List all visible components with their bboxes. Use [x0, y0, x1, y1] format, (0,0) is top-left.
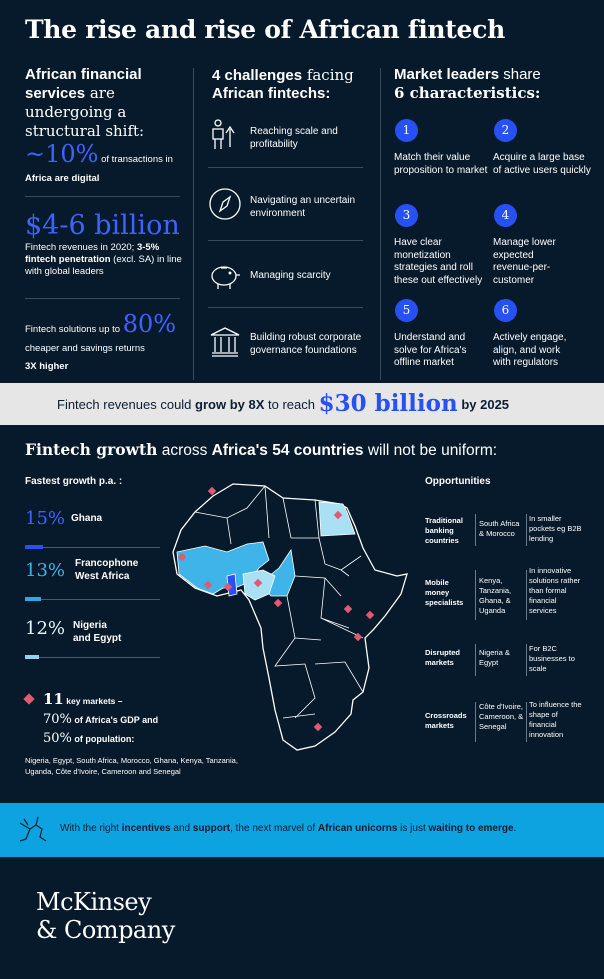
rate-name [73, 619, 121, 645]
col2-heading-bold: 4 challenges [212, 67, 303, 84]
opportunity-text: For B2C businesses to scale [529, 644, 575, 673]
projection-banner [0, 383, 604, 425]
institution-icon [208, 325, 242, 359]
opportunity-countries: South Africa & Morocco [479, 519, 520, 538]
rate-name-line: Francophone [75, 558, 139, 569]
rate-bar-fill [25, 545, 43, 549]
characteristic-label: Match their value proposition to market [394, 152, 488, 176]
characteristic-label: Have clear monetization strategies and roll these out effectively [394, 237, 483, 286]
growth-title-part: Africa's 54 countries [211, 442, 364, 459]
characteristic-number: 5 [395, 299, 418, 322]
opportunity-text: In smaller pockets eg B2B lending [529, 514, 582, 543]
characteristic-number: 6 [494, 299, 517, 322]
stat-digital-transactions [25, 140, 185, 186]
characteristic-label: Acquire a large base of active users quickly [493, 152, 591, 176]
rate-value: 15% [25, 508, 66, 529]
growth-title-part: Fintech growth [25, 440, 158, 459]
key-markets-label: key markets – [63, 696, 123, 706]
opportunities-heading: Opportunities [425, 476, 491, 487]
divider [208, 240, 363, 241]
unicorn-banner [0, 803, 604, 857]
stat-text-part: 3-5% fintech penetration [25, 242, 160, 265]
region-egypt [319, 502, 355, 536]
stat-text: 3X higher [25, 361, 69, 372]
rate-value: 13% [25, 560, 66, 581]
characteristic-number: 2 [494, 119, 517, 142]
africa-map [165, 478, 415, 778]
rate-name-line: and Egypt [73, 633, 122, 644]
rate-track [25, 599, 160, 600]
characteristic-number: 4 [494, 204, 517, 227]
stat-text-part: (excl. SA) in line with global leaders [25, 254, 182, 277]
opportunity-countries: Nigeria & Egypt [479, 648, 510, 667]
key-markets-list: Nigeria, Egypt, South Africa, Morocco, Ghana, Kenya, Tanzania, Uganda, Côte d'Ivoire, Cameroon and Senegal [25, 756, 238, 776]
strip-text: . [513, 823, 517, 834]
stat-text-part: Fintech revenues in 2020; [25, 242, 137, 253]
rate-track [25, 547, 160, 548]
piggy-bank-icon [208, 258, 242, 292]
rate-bar-fill [25, 597, 41, 601]
population-label: of population: [71, 734, 135, 744]
rate-name-line: Ghana [71, 513, 103, 524]
divider [25, 196, 180, 197]
growth-rate-ghana [25, 508, 160, 548]
col3-heading-rest: 6 characteristics: [394, 84, 541, 102]
col3-heading-bold: Market leaders [394, 66, 500, 83]
gdp-share: 70% [43, 712, 72, 727]
opportunity-type: Crossroads markets [425, 711, 467, 730]
col2-heading-rest: facing [302, 66, 354, 84]
col1-heading [25, 66, 185, 141]
stat-fintech-revenues [25, 210, 190, 278]
mckinsey-logo [36, 888, 175, 944]
challenge-item [208, 187, 366, 237]
rate-track [25, 657, 160, 658]
challenge-label: Reaching scale and profitability [250, 126, 338, 150]
table-separator [526, 702, 527, 742]
challenge-label: Navigating an uncertain environment [250, 195, 356, 219]
col3-heading [394, 66, 584, 103]
challenge-item [208, 258, 366, 308]
challenge-item [208, 325, 366, 375]
characteristic-number: 3 [395, 204, 418, 227]
growth-title-part: across [157, 442, 212, 459]
table-separator [475, 702, 476, 742]
divider [208, 167, 363, 168]
opportunity-row [425, 514, 585, 550]
strip-text: African unicorns [317, 823, 398, 834]
growth-title-part: will not be uniform: [363, 442, 498, 459]
banner-text: by 2025 [457, 397, 510, 412]
stat-value: ~10% [25, 140, 99, 168]
strip-text: incentives [121, 823, 171, 834]
growth-rate-nigeria-egypt [25, 618, 160, 658]
opportunity-text: To influence the shape of financial innovation [529, 700, 582, 739]
challenge-label: Building robust corporate governance foundations [250, 332, 362, 356]
rate-value: 12% [25, 618, 66, 639]
stat-value: 80% [122, 310, 177, 338]
unicorn-icon [16, 815, 50, 845]
opportunity-row [425, 566, 585, 626]
stat-text: of transactions in [98, 154, 173, 165]
logo-line: McKinsey [36, 888, 152, 916]
characteristic-label: Manage lower expected revenue-per-customer [493, 237, 556, 286]
stat-value: $4-6 billion [25, 210, 180, 241]
rate-name [75, 557, 138, 583]
column-divider [380, 68, 381, 380]
opportunity-text: In innovative solutions rather than formal financial services [529, 566, 581, 615]
challenge-label: Managing scarcity [250, 270, 331, 281]
page-title: The rise and rise of African fintech [25, 15, 505, 44]
col3-heading-rest: share [499, 66, 541, 83]
rate-name-line: West Africa [75, 571, 130, 582]
rate-name [71, 512, 102, 525]
opportunity-row [425, 700, 585, 746]
unicorn-message [60, 823, 516, 834]
table-separator [526, 644, 527, 676]
rate-bar-fill [25, 655, 39, 659]
opportunity-row [425, 644, 585, 680]
opportunity-countries: Kenya, Tanzania, Ghana, & Uganda [479, 576, 512, 615]
col2-heading [212, 66, 372, 103]
divider [208, 307, 363, 308]
characteristic-number: 1 [395, 119, 418, 142]
stat-text: Fintech solutions up to [25, 324, 123, 335]
table-separator [475, 514, 476, 546]
opportunity-type: Disrupted markets [425, 648, 461, 667]
growth-rate-francophone [25, 560, 160, 600]
characteristic-label: Understand and solve for Africa's offline market [394, 332, 467, 368]
banner-text: Fintech revenues could [57, 397, 196, 412]
challenge-item [208, 117, 366, 167]
col1-heading-bold: African financial services [25, 66, 142, 102]
compass-icon [208, 187, 242, 221]
growth-person-icon [208, 117, 242, 151]
banner-text: grow by 8X [195, 397, 265, 412]
strip-text: and [170, 823, 193, 834]
divider [25, 298, 180, 299]
strip-text: is just [397, 823, 429, 834]
banner-value: $30 billion [318, 390, 458, 417]
stat-text: cheaper and savings returns [25, 343, 145, 354]
strip-text: With the right [60, 823, 122, 834]
table-separator [475, 570, 476, 620]
table-separator [526, 514, 527, 546]
projection-text [57, 389, 509, 420]
fastest-growth-heading: Fastest growth p.a. : [25, 476, 123, 487]
strip-text: , the next marvel of [230, 823, 318, 834]
table-separator [475, 644, 476, 676]
gdp-label: of Africa's GDP and [71, 715, 159, 725]
col2-heading-rest: African fintechs: [212, 85, 331, 102]
stat-text: Africa are digital [25, 173, 100, 184]
strip-text: support [192, 823, 231, 834]
rate-name-line: Nigeria [73, 620, 107, 631]
opportunity-type: Mobile money specialists [425, 578, 464, 607]
growth-title [25, 440, 497, 460]
banner-text: to reach [264, 397, 319, 412]
marker-morocco [208, 487, 216, 495]
population-share: 50% [43, 731, 72, 746]
stat-cheaper-solutions [25, 310, 195, 374]
col1-heading-rest: are undergoing a structural shift: [25, 84, 145, 140]
strip-text: waiting to emerge [428, 823, 514, 834]
stat-text [25, 242, 190, 278]
table-separator [526, 570, 527, 620]
characteristic-label: Actively engage, align, and work with regulators [493, 332, 567, 368]
key-markets-count: 11 [43, 690, 64, 708]
opportunity-type: Traditional banking countries [425, 516, 463, 545]
logo-line: & Company [36, 916, 175, 944]
opportunity-countries: Côte d'Ivoire, Cameroon, & Senegal [479, 702, 524, 731]
